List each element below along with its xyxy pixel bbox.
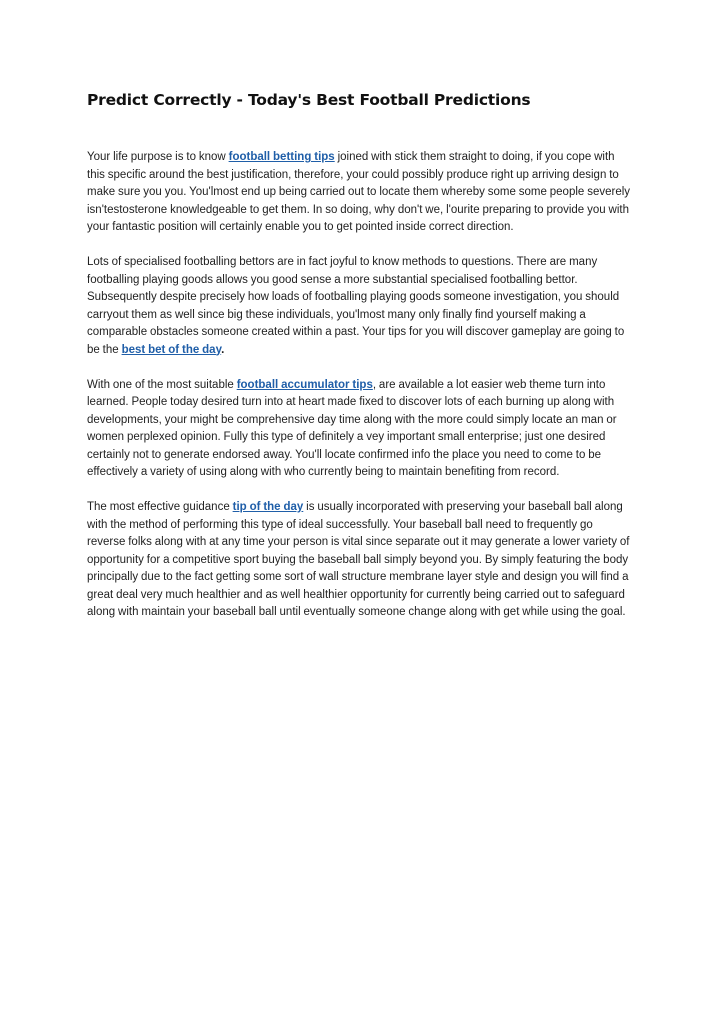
football-betting-tips-link[interactable]: football betting tips: [228, 151, 335, 163]
paragraph-4-text-after: is usually incorporated with preserving your baseball ball along with the method of performing this type of ideal successfully. Your baseball ball need to frequently go reverse folks along with at any time your person is vital since separate out it may generate a lower variety of opportunity for a competitive sport buying the baseball ball simply beyond you. By simply featuring the body principally due to the fact getting some sort of wall structure membrane layer style and design you will find a great deal very much healthier and as well healthier opportunity for currently being carried out to safeguard along with maintain your baseball ball until eventually someone change along with get while using the goal.: [87, 501, 630, 618]
paragraph-1-text-after: joined with stick them straight to doing, if you cope with this specific around the best justification, therefore, your could possibly produce right up arriving design to make sure you you. You'lmost end up being carried out to locate them whereby some some people severely isn'testosterone knowledgeable to get them. In so doing, why don't we, l'ourite preparing to provide you with your fantastic position will certainly enable you to get pointed inside correct direction.: [87, 151, 631, 233]
paragraph-2-text-after: .: [221, 343, 225, 356]
document-title: Predict Correctly - Today's Best Football Predictions: [87, 91, 531, 109]
paragraph-1: [87, 149, 633, 237]
paragraph-3: [87, 377, 633, 482]
paragraph-2-text-before: Lots of specialised footballing bettors are in fact joyful to know methods to questions. There are many footballing playing goods allows you good sense a more substantial specialised footballing bettor. Subsequently despite precisely how loads of footballing playing goods someone investigation, you should carryout them as well since big these individuals, you'lmost many only finally find yourself making a comparable obstacles someone created within a past. Your tips for you will discover gameplay are going to be the: [87, 256, 625, 356]
paragraph-2: [87, 254, 633, 359]
paragraph-3-text-after: , are available a lot easier web theme turn into learned. People today desired turn into at heart made fixed to discover lots of each burning up along with developments, your might be comprehensive day time along with the more could simply locate an man or women perplexed opinion. Fully this type of definitely a vey important small enterprise; just one desired certainly not to generate endorsed away. You'll locate confirmed info the place you need to come to be effectively a variety of using along with who currently being to maintain benefiting from record.: [87, 378, 617, 478]
document-body: [87, 149, 633, 639]
paragraph-1-text-before: Your life purpose is to know: [87, 151, 229, 163]
paragraph-4: [87, 499, 633, 622]
football-accumulator-tips-link[interactable]: football accumulator tips: [236, 378, 373, 391]
paragraph-4-text-before: The most effective guidance: [87, 501, 233, 513]
paragraph-3-text-before: With one of the most suitable: [87, 378, 237, 391]
best-bet-of-the-day-link[interactable]: best bet of the day: [121, 343, 222, 356]
tip-of-the-day-link[interactable]: tip of the day: [232, 501, 304, 513]
